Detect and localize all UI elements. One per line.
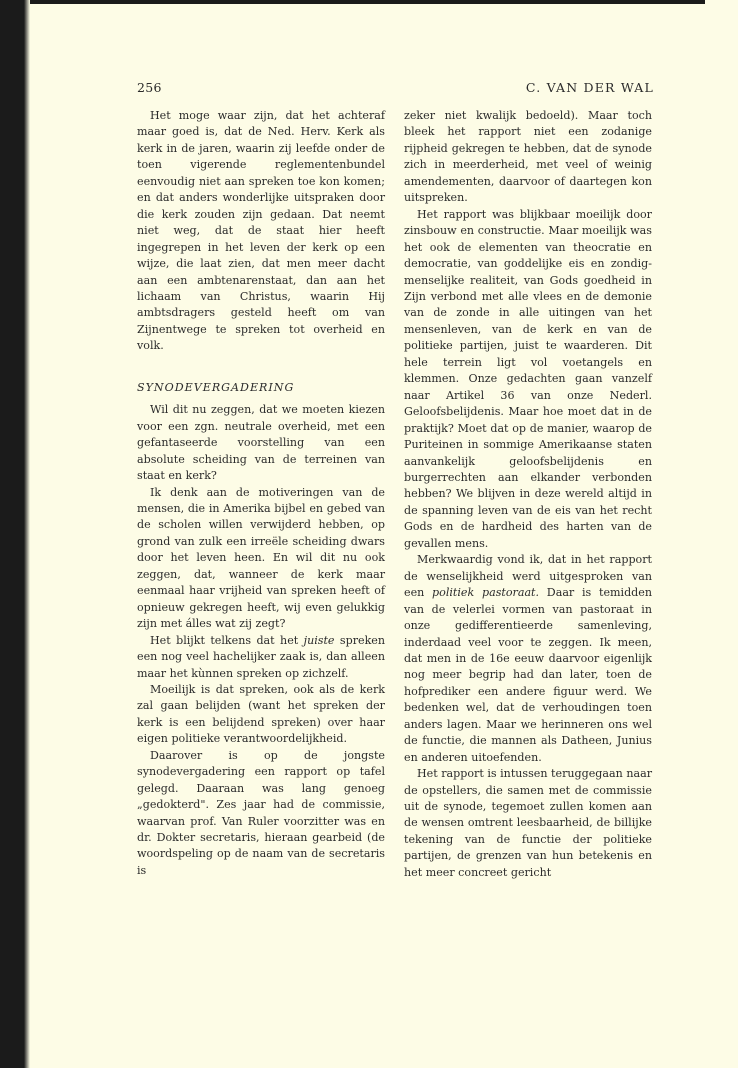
paragraph: Daarover is op de jongste synodevergadering een rapport op tafel gelegd. Daaraan was lang genoeg „gedokterd". Zes jaar had de commissie, waarvan prof. Van Ruler voorzitter was en dr. Dokter secretaris, hieraan gearbeid (de woordspeling op de naam van de secretaris is [137, 748, 385, 877]
section-heading: SYNODEVERGADERING [137, 380, 295, 394]
left-column [137, 108, 385, 879]
scan-border-top [30, 0, 705, 4]
text-run: Daar is temidden van de velerlei vormen van pastoraat in onze gedifferentieerde samenleving, inderdaad veel voor te zeggen. Ik meen, dat men in de 16e eeuw daarvoor eigenlijk nog meer begrip had dan later, toen de hofprediker een andere figuur werd. We bedenken wel, dat de verhoudingen toen anders lagen. Maar we herinneren ons wel de functie, die mannen als Datheen, Junius en anderen uitoefenden. [404, 586, 652, 764]
paragraph: Moeilijk is dat spreken, ook als de kerk zal gaan belijden (want het spreken der kerk is een belijdend spreken) over haar eigen politieke verantwoordelijkheid. [137, 682, 385, 746]
paragraph [137, 485, 385, 633]
text-run: spreken een nog veel hachelijker zaak is, dan alleen maar het kùnnen spreken op zichzelf. [137, 633, 386, 680]
paragraph: Het rapport is intussen teruggegaan naar de opstellers, die samen met de commissie uit de synode, tegemoet zullen komen aan de wensen omtrent leesbaarheid, de billijke tekening van de functie der politieke partijen, de grenzen van hun betekenis en het meer concreet gericht [404, 767, 652, 879]
paragraph: Het moge waar zijn, dat het achteraf maar goed is, dat de Ned. Herv. Kerk als kerk in de jaren, waarin zij leefde onder de toen vigerende reglementenbundel eenvoudig niet aan spreken toe kon komen; en dat anders wonderlijke uitspraken door die kerk zouden zijn gedaan. Dat neemt niet weg, dat de staat hier heeft ingegrepen in het leven der kerk op een wijze, die laat zien, dat men meer dacht aan een ambtenarenstaat, dan aan het lichaam van Christus, waarin Hij ambtsdragers gesteld heeft om van Zijnentwege te spreken tot overheid en volk. [137, 109, 385, 353]
paragraph: Wil dit nu zeggen, dat we moeten kiezen voor een zgn. neutrale overheid, met een gefantaseerde voorstelling van een absolute scheiding van de terreinen van staat en kerk? [137, 403, 385, 483]
emphasis: politiek pastoraat. [432, 586, 540, 600]
running-head: C. VAN DER WAL [525, 80, 654, 95]
text-run: Merkwaardig vond ik, dat in het rapport de wenselijkheid werd uitgesproken van een [404, 553, 652, 600]
text-run: Het blijkt telkens dat het [150, 633, 304, 647]
paragraph: zeker niet kwalijk bedoeld). Maar toch bleek het rapport niet een zodanige rijpheid gekregen te hebben, dat de synode zich in meerderheid, met veel of weinig amendementen, daarvoor of daartegen kon uitspreken. [404, 109, 652, 205]
page-number: 256 [137, 80, 162, 95]
paragraph-text: Ik denk aan de motiveringen van de mensen, die in Amerika bijbel en gebed van de scholen willen verwijderd hebben, op grond van zulk een irreële scheiding dwars door het leven heen. En wil dit nu ook zeggen, dat, wanneer de kerk maar eenmaal haar vrijheid van spreken heeft of opnieuw gekregen heeft, wij even gelukkig zijn met álles wat zij zegt? [137, 485, 385, 631]
paragraph: Het rapport was blijkbaar moeilijk door zinsbouw en constructie. Maar moeilijk was het ook de elementen van theocratie en democratie, van goddelijke eis en zondig-menselijke realiteit, van Gods goedheid in Zijn verbond met alle vlees en de demonie van de zonde in alle uitingen van het mensenleven, van de kerk en van de politieke partijen, juist te waarderen. Dit hele terrein ligt vol voetangels en klemmen. Onze gedachten gaan vanzelf naar Artikel 36 van onze Nederl. Geloofsbelijdenis. Maar hoe moet dat in de praktijk? Moet dat op de manier, waarop de Puriteinen in sommige Amerikaanse staten aanvankelijk geloofsbelijdenis en burgerrechten aan elkander verbonden hebben? We blijven in deze wereld altijd in de spanning leven van de eis van het recht Gods en de hardheid des harten van de gevallen mens. [404, 207, 652, 550]
right-column [404, 108, 652, 881]
paragraph [404, 552, 652, 766]
paragraph [137, 633, 385, 682]
scan-border-left [0, 0, 30, 1068]
emphasis: juiste [303, 633, 335, 647]
